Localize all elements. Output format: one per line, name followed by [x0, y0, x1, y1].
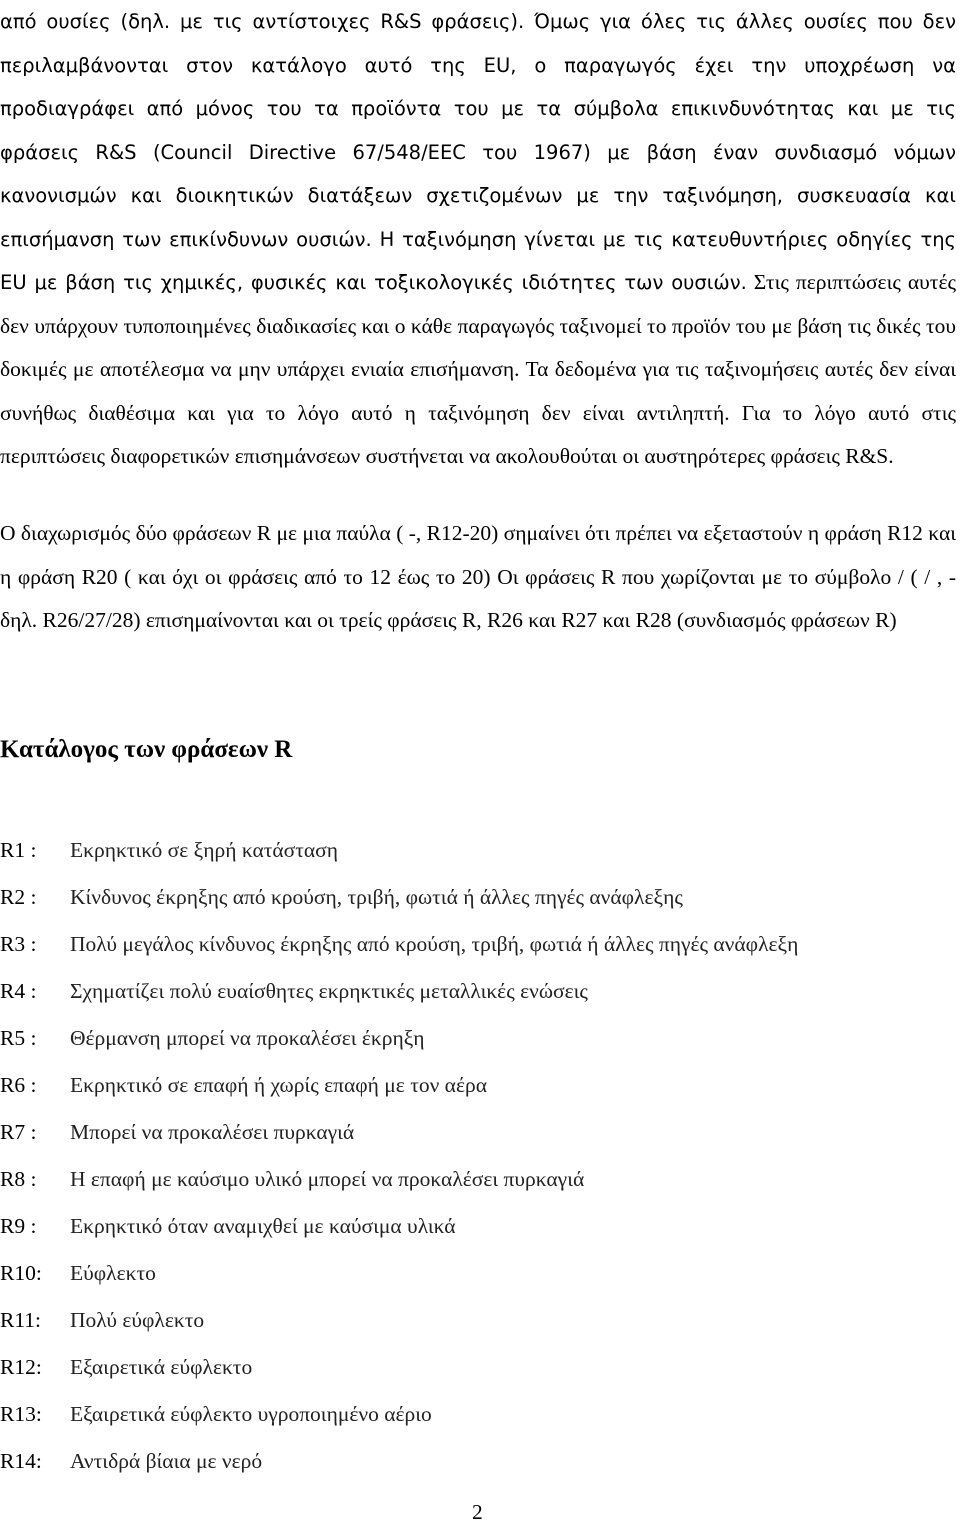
- phrase-code: R5 :: [0, 1026, 37, 1050]
- phrase-text: Η επαφή με καύσιμο υλικό μπορεί να προκαλέσει πυρκαγιά: [70, 1167, 585, 1191]
- phrase-code: R10:: [0, 1261, 42, 1285]
- phrase-code: R2 :: [0, 885, 37, 909]
- list-item: [0, 1112, 798, 1159]
- r-phrase-list: [0, 830, 798, 1488]
- phrase-code: R12:: [0, 1355, 42, 1379]
- list-item: [0, 1159, 798, 1206]
- phrase-text: Θέρμανση μπορεί να προκαλέσει έκρηξη: [70, 1026, 425, 1050]
- paragraph-1-part-2: Στις περιπτώσεις αυτές δεν υπάρχουν τυποποιημένες διαδικασίες και ο κάθε παραγωγός ταξινομεί το προϊόν του με βάση τις δικές του δοκιμές με αποτέλεσμα να μην υπάρχει ενιαία επισήμανση. Τα δεδομένα για τις ταξινομήσεις αυτές δεν είναι συνήθως διαθέσιμα και για το λόγο αυτό η ταξινόμηση δεν είναι αντιληπτή. Για το λόγο αυτό στις περιπτώσεις διαφορετικών επισημάνσεων συστήνεται να ακολουθούται οι αυστηρότερες φράσεις R&S.: [0, 270, 956, 468]
- phrase-code: R3 :: [0, 932, 37, 956]
- phrase-text: Εκρηκτικό όταν αναμιχθεί με καύσιμα υλικά: [70, 1214, 456, 1238]
- phrase-text: Εύφλεκτο: [70, 1261, 156, 1285]
- phrase-text: Εξαιρετικά εύφλεκτο υγροποιημένο αέριο: [70, 1402, 432, 1426]
- phrase-code: R8 :: [0, 1167, 37, 1191]
- phrase-code: R6 :: [0, 1073, 37, 1097]
- body-paragraph-1: [0, 0, 956, 479]
- phrase-text: Κίνδυνος έκρηξης από κρούση, τριβή, φωτιά ή άλλες πηγές ανάφλεξης: [70, 885, 683, 909]
- list-item: [0, 1018, 798, 1065]
- list-item: [0, 877, 798, 924]
- list-item: [0, 1347, 798, 1394]
- phrase-text: Σχηματίζει πολύ ευαίσθητες εκρηκτικές μεταλλικές ενώσεις: [70, 979, 588, 1003]
- phrase-text: Μπορεί να προκαλέσει πυρκαγιά: [70, 1120, 355, 1144]
- page-number: 2: [472, 1500, 483, 1524]
- list-item: [0, 1441, 798, 1488]
- list-item: [0, 924, 798, 971]
- list-item: [0, 1394, 798, 1441]
- phrase-code: R7 :: [0, 1120, 37, 1144]
- phrase-code: R13:: [0, 1402, 42, 1426]
- list-item: [0, 971, 798, 1018]
- list-item: [0, 1300, 798, 1347]
- list-item: [0, 1065, 798, 1112]
- phrase-code: R1 :: [0, 838, 37, 862]
- section-heading: Κατάλογος των φράσεων R: [0, 736, 293, 763]
- list-item: [0, 1206, 798, 1253]
- phrase-code: R4 :: [0, 979, 37, 1003]
- list-item: [0, 830, 798, 877]
- phrase-text: Εκρηκτικό σε επαφή ή χωρίς επαφή με τον αέρα: [70, 1073, 487, 1097]
- phrase-code: R9 :: [0, 1214, 37, 1238]
- body-paragraph-2: Ο διαχωρισμός δύο φράσεων R με μια παύλα ( -, R12-20) σημαίνει ότι πρέπει να εξεταστούν η φράση R12 και η φράση R20 ( και όχι οι φράσεις από το 12 έως το 20) Οι φράσεις R που χωρίζονται με το σύμβολο / ( / , - δηλ. R26/27/28) επισημαίνονται και οι τρείς φράσεις R, R26 και R27 και R28 (συνδιασμός φράσεων R): [0, 521, 956, 632]
- paragraph-1-part-1: από ουσίες (δηλ. με τις αντίστοιχες R&S φράσεις). Όμως για όλες τις άλλες ουσίες που δεν περιλαμβάνονται στον κατάλογο αυτό της EU, ο παραγωγός έχει την υποχρέωση να προδιαγράφει από μόνος του τα προϊόντα του με τα σύμβολα επικινδυνότητας και με τις φράσεις R&S (Council Directive 67/548/EEC του 1967) με βάση έναν συνδιασμό νόμων κανονισμών και διοικητικών διατάξεων σχετιζομένων με την ταξινόμηση, συσκευασία και επισήμανση των επικίνδυνων ουσιών. Η ταξινόμηση γίνεται με τις κατευθυντήριες οδηγίες της EU με βάση τις χημικές, φυσικές και τοξικολογικές ιδιότητες των ουσιών.: [0, 10, 956, 294]
- phrase-text: Πολύ μεγάλος κίνδυνος έκρηξης από κρούση, τριβή, φωτιά ή άλλες πηγές ανάφλεξη: [70, 932, 799, 956]
- phrase-code: R14:: [0, 1449, 42, 1473]
- phrase-text: Εκρηκτικό σε ξηρή κατάσταση: [70, 838, 338, 862]
- phrase-code: R11:: [0, 1308, 42, 1332]
- phrase-text: Πολύ εύφλεκτο: [70, 1308, 205, 1332]
- list-item: [0, 1253, 798, 1300]
- phrase-text: Εξαιρετικά εύφλεκτο: [70, 1355, 253, 1379]
- phrase-text: Αντιδρά βίαια με νερό: [70, 1449, 263, 1473]
